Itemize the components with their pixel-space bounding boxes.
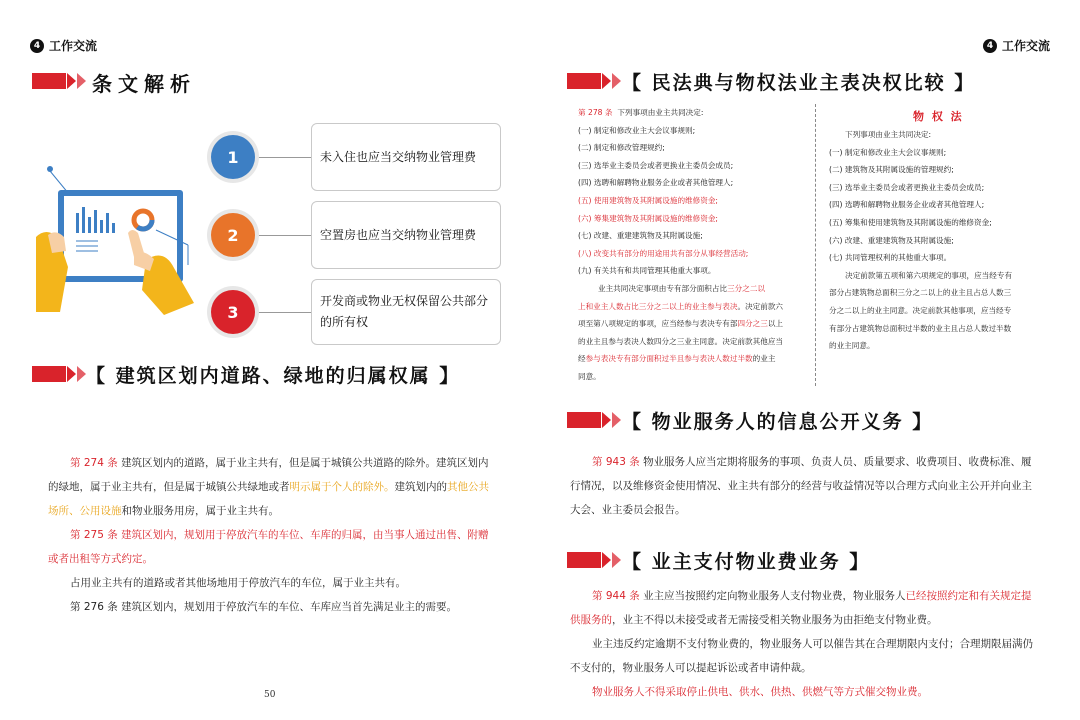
civil-list-item: (六) 筹集建筑物及其附属设施的维修资金;	[578, 213, 718, 223]
civil-list-item: (九) 有关共有和共同管理其他重大事项。	[578, 266, 716, 276]
property-rule-line: 决定前款第五项和第六项规定的事项，应当经专有	[845, 270, 1013, 280]
section-marker-icon	[567, 552, 621, 568]
roads-article-text	[48, 451, 496, 619]
property-list-item: (四) 选聘和解聘物业服务企业或者其他管理人;	[829, 200, 985, 210]
property-list-item: (六) 改建、重建建筑物及其附属设施;	[829, 235, 954, 245]
property-rule-line: 分之二以上的业主同意。决定前款其他事项，应当经专	[829, 305, 1012, 315]
property-list-item: (三) 选举业主委员会或者更换业主委员会成员;	[829, 182, 985, 192]
article-274: 第 274 条 建筑区划内的道路，属于业主共有，但是属于城镇公共道路的除外。建筑区划内的绿地，属于业主共有，但是属于城镇公共绿地或者明示属于个人的除外。建筑划内的其他公共场所、公用设施和物业服务用房，属于业主共有。	[48, 457, 489, 517]
property-list-item: (一) 制定和修改业主大会议事规则;	[829, 147, 947, 157]
connector-line	[255, 312, 312, 313]
civil-list-item: (二) 制定和修改管理规约;	[578, 143, 665, 153]
point-text: 未入住也应当交纳物业管理费	[320, 149, 477, 164]
section-title-roads: 【 建筑区划内道路、绿地的归属权属 】	[86, 365, 461, 387]
property-rule-line: 有部分占建筑物总面积过半数的业主且占总人数过半数	[829, 323, 1012, 333]
property-law-title: 物 权 法	[913, 110, 964, 123]
chapter-title: 工作交流	[49, 39, 98, 53]
property-list-item: (五) 筹集和使用建筑物及其附属设施的维修资金;	[829, 217, 992, 227]
section-title-analysis: 条文解析	[92, 72, 196, 96]
point-text: 开发商或物业无权保留公共部分的所有权	[320, 294, 489, 329]
article-276: 第 276 条 建筑区划内，规划用于停放汽车的车位、车库应当首先满足业主的需要。	[70, 601, 458, 613]
connector-line	[255, 235, 312, 236]
chapter-number-badge: 4	[983, 39, 997, 53]
section-marker-icon	[32, 366, 86, 382]
civil-code-column: 第 278 条 下列事项由业主共同决定: (一) 制定和修改业主大会议事规则; (二) 制定和修改管理规约; (三) 选举业主委员会或者更换业主委员会成员; (四) 选聘和解聘物业服务企业或者其他管理人; (五) 使用建筑物及其附属设施的维修资金; (六) 筹集建筑物及其附属设施的维修资金; (七) 改建、重建建筑物及其附属设施; (八) 改变共有部分的用途用共有部分从事经营活动; (九) 有关共有和共同管理其他重大事项。 业主共同决定事项由专有部分面积占比三分之二以 上和业主人数占比三分之二以上的业主参与表决。决定前款六 项至第八项规定的事项，应当经参与表决专有部四分之三以上 的业主且参与表决人数四分之三业主同意。决定前款其他应当 经参与表决专有部分面积过半且参与表决人数过半数的业主 同意。	[578, 104, 808, 386]
section-marker-icon	[32, 73, 86, 89]
point-number-2: 2	[211, 213, 255, 257]
section-title-disclosure: 【 物业服务人的信息公开义务 】	[622, 411, 934, 433]
analysis-illustration-icon	[28, 165, 203, 325]
chapter-number-badge: 4	[30, 39, 44, 53]
column-divider	[815, 104, 816, 386]
connector-line	[255, 157, 312, 158]
section-marker-icon	[567, 412, 621, 428]
civil-list-item: (七) 改建、重建建筑物及其附属设施;	[578, 231, 703, 241]
civil-list-item: (三) 选举业主委员会或者更换业主委员会成员;	[578, 160, 734, 170]
article-275: 第 275 条 建筑区划内，规划用于停放汽车的车位、车库的归属，由当事人通过出售、附赠或者出租等方式约定。	[48, 529, 489, 565]
section-title-fee-payment: 【 业主支付物业费业务 】	[622, 551, 871, 573]
property-list-item: (七) 共同管理权利的其他重大事项。	[829, 253, 952, 263]
property-rule-line: 部分占建筑物总面积三分之二以上的业主且占总人数三	[829, 288, 1012, 298]
civil-list-item: (四) 选聘和解聘物业服务企业或者其他管理人;	[578, 178, 734, 188]
civil-list-item: (一) 制定和修改业主大会议事规则;	[578, 125, 696, 135]
point-text: 空置房也应当交纳物业管理费	[320, 227, 477, 242]
chapter-title: 工作交流	[1002, 39, 1051, 53]
point-box-1	[311, 123, 501, 191]
property-law-column: 下列事项由业主共同决定: (一) 制定和修改业主大会议事规则; (二) 建筑物及其附属设施的管理规约; (三) 选举业主委员会或者更换业主委员会成员; (四) 选聘和解聘物业服务企业或者其他管理人; (五) 筹集和使用建筑物及其附属设施的维修资金; (六) 改建、重建建筑物及其附属设施; (七) 共同管理权利的其他重大事项。 决定前款第五项和第六项规定的事项，应当经专有 部分占建筑物总面积三分之二以上的业主且占总人数三 分之二以上的业主同意。决定前款其他事项，应当经专 有部分占建筑物总面积过半数的业主且占总人数过半数 的业主同意。	[829, 126, 1059, 355]
disclosure-article-text: 第 943 条 物业服务人应当定期将服务的事项、负责人员、质量要求、收费项目、收费标准、履行情况，以及维修资金使用情况、业主共有部分的经营与收益情况等以合理方式向业主公开并向业主大会、业主委员会报告。	[570, 456, 1032, 516]
point-number-1: 1	[211, 135, 255, 179]
civil-list-item: (五) 使用建筑物及其附属设施的维修资金;	[578, 195, 718, 205]
property-rule-line: 的业主同意。	[829, 341, 875, 351]
point-number-3: 3	[211, 290, 255, 334]
page-number: 50	[264, 690, 276, 700]
left-page-header	[30, 37, 97, 54]
fee-payment-article-text: 第 944 条 业主应当按照约定向物业服务人支付物业费，物业服务人已经按照约定和有关规定提供服务的，业主不得以未接受或者无需接受相关物业服务为由拒绝支付物业费。 业主违反约定逾期不支付物业费的，物业服务人可以催告其在合理期限内支付；合理期限届满仍不支付的，物业服务人可以提起诉讼或者申请仲裁。 物业服务人不得采取停止供电、供水、供热、供燃气等方式催交物业费。	[570, 590, 1033, 698]
point-box-2	[311, 201, 501, 269]
section-marker-icon	[567, 73, 621, 89]
property-list-item: (二) 建筑物及其附属设施的管理规约;	[829, 165, 954, 175]
article-275-extra: 占用业主共有的道路或者其他场地用于停放汽车的车位，属于业主共有。	[70, 577, 406, 589]
section-title-comparison: 【 民法典与物权法业主表决权比较 】	[622, 72, 976, 94]
point-box-3	[311, 279, 501, 345]
right-page-header	[983, 37, 1050, 54]
civil-list-item: (八) 改变共有部分的用途用共有部分从事经营活动;	[578, 248, 749, 258]
